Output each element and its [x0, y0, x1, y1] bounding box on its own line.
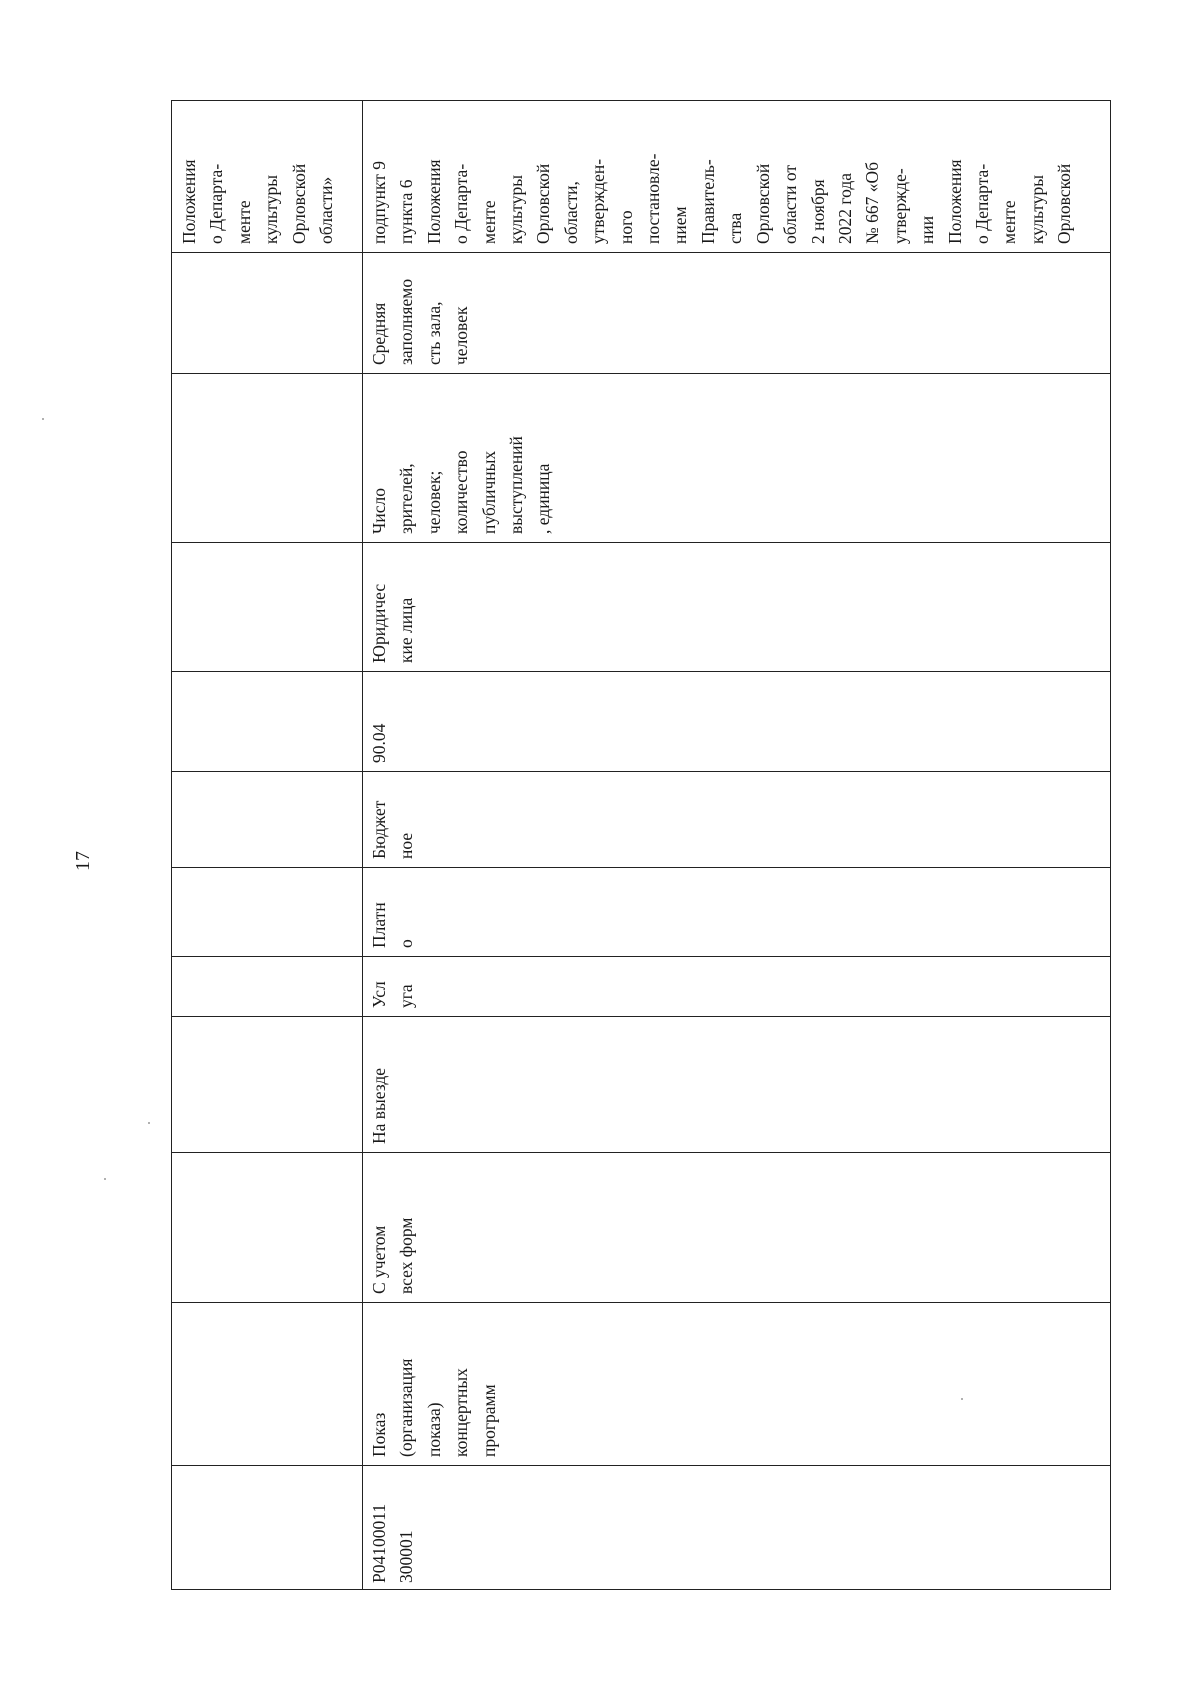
- row2-okved-cell: [362, 671, 1112, 771]
- volume-indicators: Число зрителей, человек; количество публичных выступлений , единица: [369, 436, 554, 534]
- institution-type: Бюджет ное: [369, 800, 417, 859]
- regulation-reference: подпункт 9 пункта 6 Положения о Департа- менте культуры Орловской области, утвержден- ного постановле- нием Правитель- ства Орловской области от 2 ноября 2022 года № 667 «Об утвержде- нии Положения о Департа- менте культуры Орловской: [369, 153, 1075, 244]
- service-location: На выезде: [369, 1067, 389, 1144]
- okved-code: 90.04: [369, 723, 389, 763]
- page-number: 17: [71, 851, 94, 871]
- regulation-text-continued: Положения о Департа- менте культуры Орловской области»: [179, 159, 337, 244]
- row2-type-cell: [362, 956, 1112, 1016]
- service-forms: С учетом всех форм: [369, 1217, 417, 1294]
- row2-consumers-cell: [362, 542, 1112, 671]
- scan-speck: [42, 418, 44, 420]
- service-type: Усл уга: [369, 981, 417, 1008]
- scan-speck: [961, 1398, 963, 1400]
- scan-speck: [104, 1178, 106, 1180]
- payment-type: Платн о: [369, 902, 417, 948]
- registry-code: P04100011 300001: [369, 1503, 417, 1583]
- row2-quality-indicator-cell: [362, 252, 1112, 373]
- row2-forms-cell: [362, 1152, 1112, 1302]
- service-name: Показ (организация показа) концертных программ: [369, 1358, 499, 1457]
- row2-payment-cell: [362, 867, 1112, 956]
- scan-speck: [148, 1122, 150, 1124]
- row2-institution-cell: [362, 771, 1112, 867]
- row2-code-cell: [362, 1465, 1112, 1591]
- consumer-category: Юридичес кие лица: [369, 583, 417, 663]
- row2-volume-indicator-cell: [362, 373, 1112, 542]
- row1-regulation-cell: [172, 101, 362, 252]
- row2-service-name-cell: [362, 1302, 1112, 1465]
- row2-location-cell: [362, 1016, 1112, 1152]
- row2-regulation-cell: [362, 101, 1112, 252]
- services-table: [171, 100, 1111, 1590]
- quality-indicator: Средняя заполняемо сть зала, человек: [369, 278, 472, 365]
